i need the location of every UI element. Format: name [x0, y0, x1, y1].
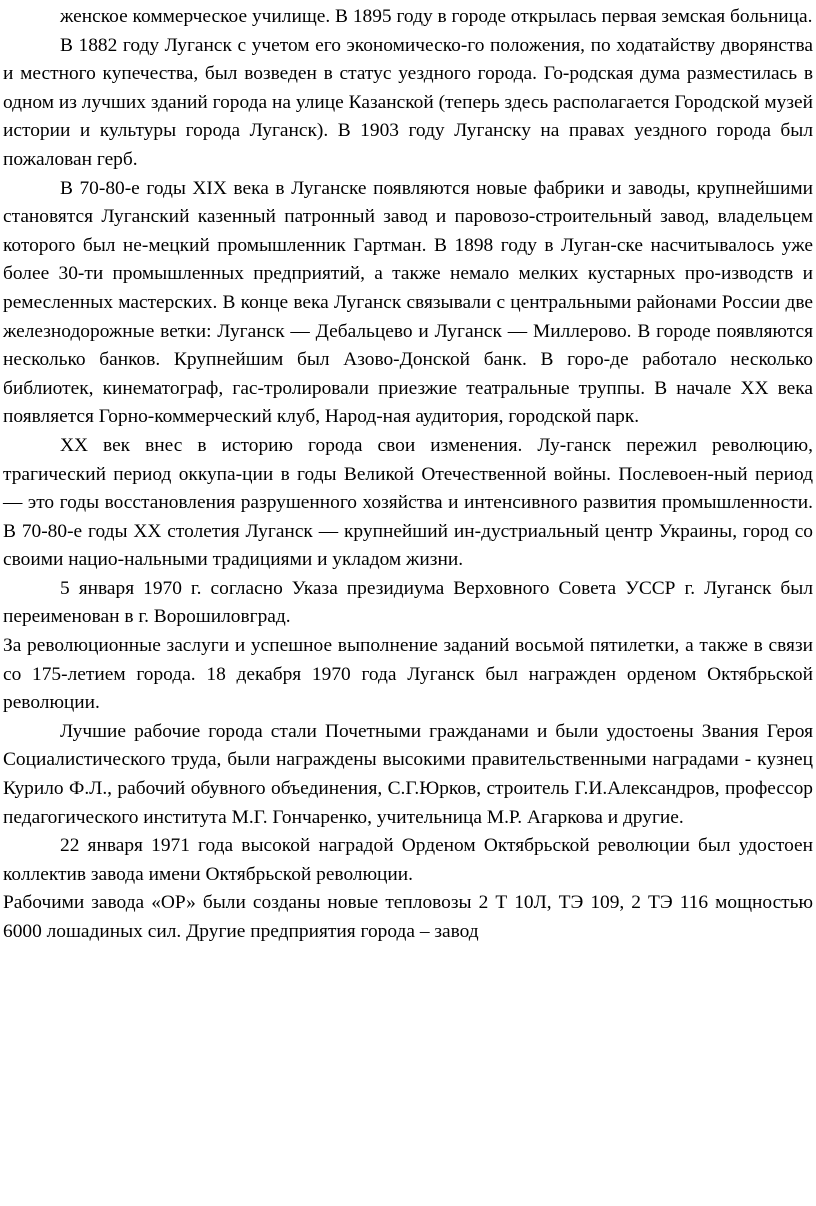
- paragraph-6: За революционные заслуги и успешное выполнение заданий восьмой пятилетки, а также в связи со 175-летием города. 18 декабря 1970 года Луганск был награжден орденом Октябрьской революции.: [3, 635, 813, 714]
- paragraph-9: Рабочими завода «ОР» были созданы новые тепловозы 2 Т 10Л, ТЭ 109, 2 ТЭ 116 мощностью 6000 лошадиных сил. Другие предприятия города – завод: [3, 892, 813, 942]
- paragraph-4: XX век внес в историю города свои изменения. Лу-ганск пережил революцию, трагический период оккупа-ции в годы Великой Отечественной войны. Послевоен-ный период — это годы восстановления разрушенного хозяйства и интенсивного развития промышленности. В 70-80-е годы XX столетия Луганск — крупнейший ин-дустриальный центр Украины, город со своими нацио-нальными традициями и укладом жизни.: [3, 434, 813, 571]
- paragraph-3: В 70-80-е годы XIX века в Луганске появляются новые фабрики и заводы, крупнейшими становятся Луганский казенный патронный завод и паровозо-строительный завод, владельцем которого был не-мецкий промышленник Гартман. В 1898 году в Луган-ске насчитывалось уже более 30-ти промышленных предприятий, а также немало мелких кустарных про-изводств и ремесленных мастерских. В конце века Луганск связывали с центральными районами России две железнодорожные ветки: Луганск — Дебальцево и Луганск — Миллерово. В городе появляются несколько банков. Крупнейшим был Азово-Донской банк. В горо-де работало несколько библиотек, кинематограф, гас-тролировали приезжие театральные труппы. В начале XX века появляется Горно-коммерческий клуб, Народ-ная аудитория, городской парк.: [3, 177, 813, 428]
- paragraph-1: женское коммерческое училище. В 1895 году в городе открылась первая земская больница.: [60, 6, 813, 27]
- paragraph-8: 22 января 1971 года высокой наградой Орденом Октябрьской революции был удостоен коллектив завода имени Октябрьской революции.: [3, 835, 813, 885]
- paragraph-2: В 1882 году Луганск с учетом его экономическо-го положения, по ходатайству дворянства и местного купечества, был возведен в статус уездного города. Го-родская дума разместилась в одном из лучших зданий города на улице Казанской (теперь здесь располагается Городской музей истории и культуры города Луганск). В 1903 году Луганску на правах уездного города был пожалован герб.: [3, 34, 813, 170]
- paragraph-5: 5 января 1970 г. согласно Указа президиума Верховного Совета УССР г. Луганск был переименован в г. Ворошиловград.: [3, 577, 813, 628]
- paragraph-7: Лучшие рабочие города стали Почетными гражданами и были удостоены Звания Героя Социалистического труда, были награждены высокими правительственными наградами - кузнец Курило Ф.Л., рабочий обувного объединения, С.Г.Юрков, строитель Г.И.Александров, профессор педагогического института М.Г. Гончаренко, учительница М.Р. Агаркова и другие.: [3, 720, 813, 828]
